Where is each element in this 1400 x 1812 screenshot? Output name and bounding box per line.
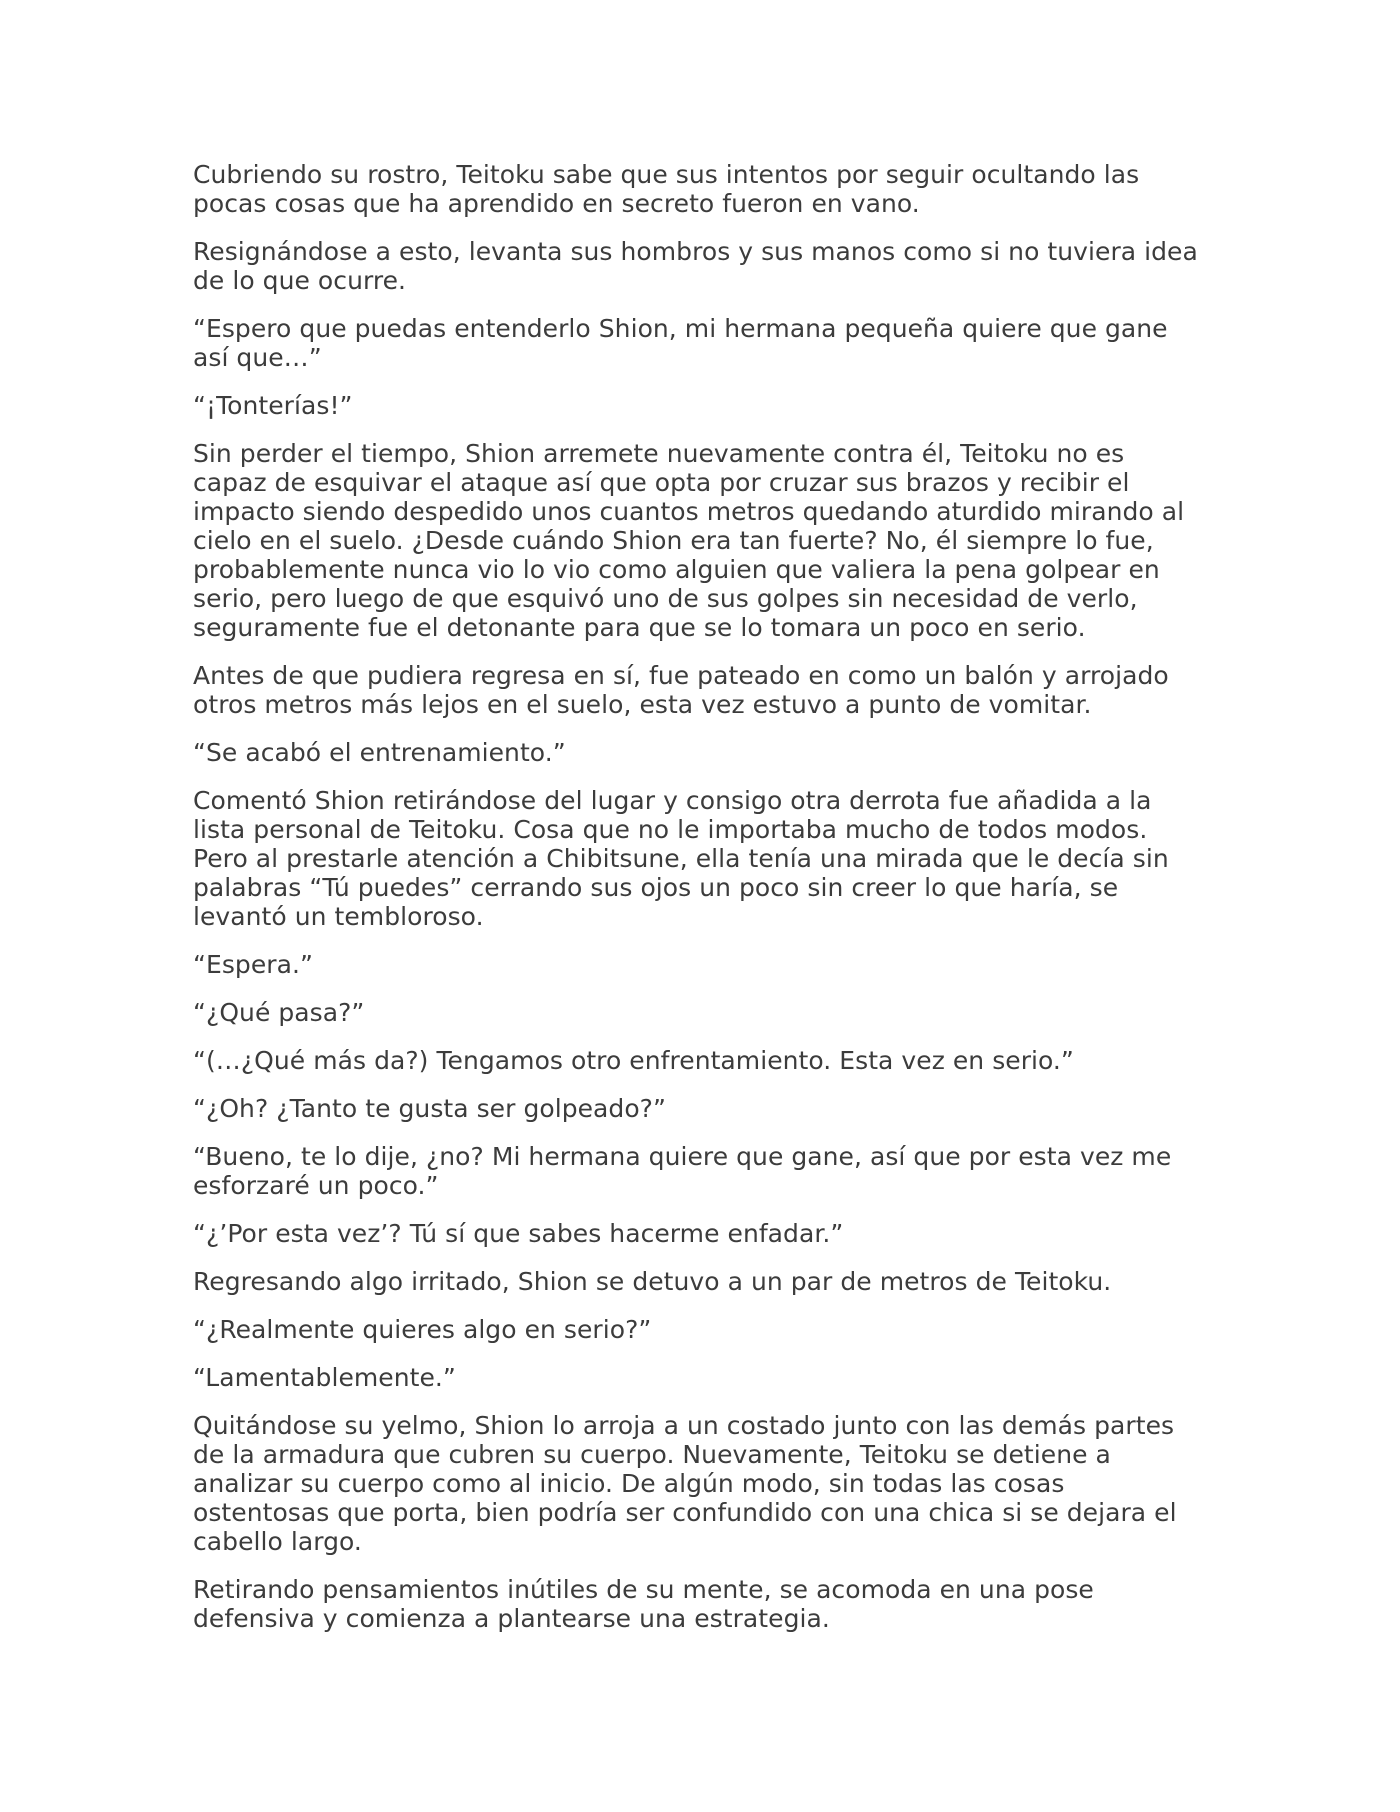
- document-page: [193, 160, 1203, 1652]
- paragraph: Quitándose su yelmo, Shion lo arroja a un costado junto con las demás partes de la armadura que cubren su cuerpo. Nuevamente, Teitoku se detiene a analizar su cuerpo como al inicio. De algún modo, sin todas las cosas ostentosas que porta, bien podría ser confundido con una chica si se dejara el cabello largo.: [193, 1411, 1177, 1556]
- paragraph: “Se acabó el entrenamiento.”: [193, 738, 566, 767]
- paragraph: “¿Qué pasa?”: [193, 998, 365, 1027]
- paragraph: Regresando algo irritado, Shion se detuvo a un par de metros de Teitoku.: [193, 1267, 1112, 1296]
- paragraph: “Espera.”: [193, 950, 313, 979]
- paragraph: Cubriendo su rostro, Teitoku sabe que sus intentos por seguir ocultando las pocas cosas que ha aprendido en secreto fueron en vano.: [193, 160, 1140, 218]
- paragraph: Sin perder el tiempo, Shion arremete nuevamente contra él, Teitoku no es capaz de esquivar el ataque así que opta por cruzar sus brazos y recibir el impacto siendo despedido unos cuantos metros quedando aturdido mirando al cielo en el suelo. ¿Desde cuándo Shion era tan fuerte? No, él siempre lo fue, probablemente nunca vio lo vio como alguien que valiera la pena golpear en serio, pero luego de que esquivó uno de sus golpes sin necesidad de verlo, seguramente fue el detonante para que se lo tomara un poco en serio.: [193, 439, 1185, 642]
- paragraph: “¡Tonterías!”: [193, 391, 353, 420]
- paragraph: “¿’Por esta vez’? Tú sí que sabes hacerme enfadar.”: [193, 1219, 844, 1248]
- paragraph: “Lamentablemente.”: [193, 1363, 456, 1392]
- paragraph: “¿Oh? ¿Tanto te gusta ser golpeado?”: [193, 1094, 667, 1123]
- paragraph: “¿Realmente quieres algo en serio?”: [193, 1315, 652, 1344]
- paragraph: Antes de que pudiera regresa en sí, fue pateado en como un balón y arrojado otros metros más lejos en el suelo, esta vez estuvo a punto de vomitar.: [193, 661, 1169, 719]
- paragraph: Resignándose a esto, levanta sus hombros y sus manos como si no tuviera idea de lo que ocurre.: [193, 237, 1198, 295]
- paragraph: “Bueno, te lo dije, ¿no? Mi hermana quiere que gane, así que por esta vez me esforzaré un poco.”: [193, 1142, 1172, 1200]
- paragraph: “(…¿Qué más da?) Tengamos otro enfrentamiento. Esta vez en serio.”: [193, 1046, 1074, 1075]
- paragraph: Retirando pensamientos inútiles de su mente, se acomoda en una pose defensiva y comienza a plantearse una estrategia.: [193, 1575, 1094, 1633]
- paragraph: Comentó Shion retirándose del lugar y consigo otra derrota fue añadida a la lista personal de Teitoku. Cosa que no le importaba mucho de todos modos. Pero al prestarle atención a Chibitsune, ella tenía una mirada que le decía sin palabras “Tú puedes” cerrando sus ojos un poco sin creer lo que haría, se levantó un tembloroso.: [193, 786, 1169, 931]
- paragraph: “Espero que puedas entenderlo Shion, mi hermana pequeña quiere que gane así que…”: [193, 314, 1168, 372]
